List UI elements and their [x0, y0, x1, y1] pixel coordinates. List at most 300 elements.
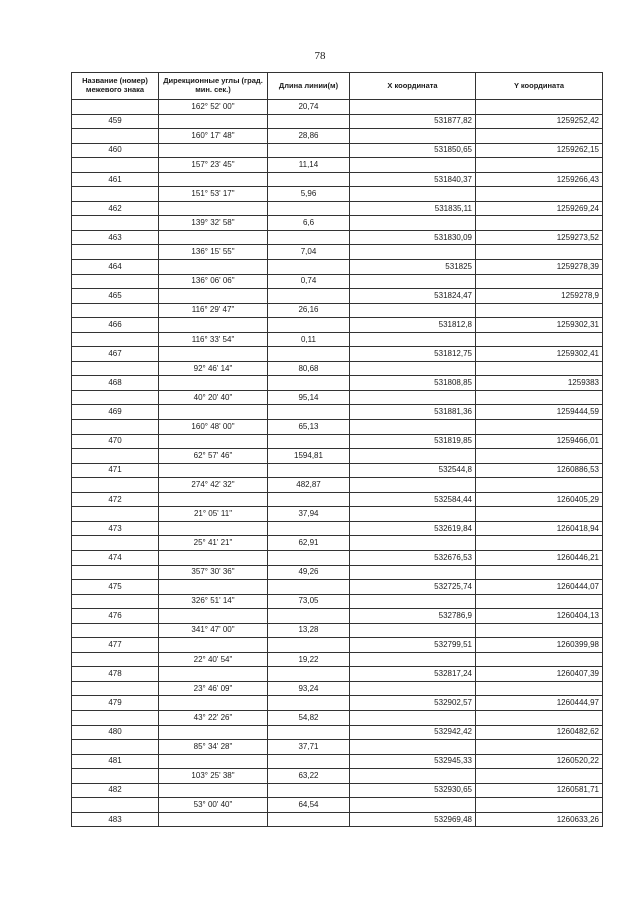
cell-bearing [159, 609, 268, 624]
cell-line-length [268, 172, 350, 187]
cell-line-length: 7,04 [268, 245, 350, 260]
cell-line-length: 54,82 [268, 710, 350, 725]
cell-marker-name: 480 [72, 725, 159, 740]
page-number: 78 [314, 50, 326, 62]
cell-y-coordinate: 1260444,97 [476, 696, 603, 711]
cell-x-coordinate: 531812,8 [350, 318, 476, 333]
cell-marker-name [72, 158, 159, 173]
table-row [72, 740, 603, 755]
cell-line-length: 19,22 [268, 652, 350, 667]
cell-y-coordinate [476, 332, 603, 347]
cell-marker-name [72, 274, 159, 289]
cell-bearing [159, 696, 268, 711]
cell-bearing [159, 376, 268, 391]
cell-marker-name [72, 420, 159, 435]
cell-marker-name [72, 710, 159, 725]
cell-y-coordinate [476, 536, 603, 551]
cell-bearing [159, 201, 268, 216]
cell-x-coordinate [350, 710, 476, 725]
cell-marker-name: 482 [72, 783, 159, 798]
cell-line-length [268, 405, 350, 420]
cell-line-length: 49,26 [268, 565, 350, 580]
cell-line-length: 37,71 [268, 740, 350, 755]
cell-y-coordinate: 1259383 [476, 376, 603, 391]
cell-line-length: 37,94 [268, 507, 350, 522]
cell-line-length [268, 347, 350, 362]
cell-bearing: 136° 06' 06" [159, 274, 268, 289]
cell-marker-name [72, 390, 159, 405]
cell-marker-name: 466 [72, 318, 159, 333]
cell-x-coordinate: 531824,47 [350, 289, 476, 304]
cell-y-coordinate: 1259466,01 [476, 434, 603, 449]
cell-marker-name: 481 [72, 754, 159, 769]
table-row [72, 536, 603, 551]
cell-bearing [159, 434, 268, 449]
table-row [72, 565, 603, 580]
cell-x-coordinate [350, 361, 476, 376]
cell-x-coordinate: 532544,8 [350, 463, 476, 478]
cell-marker-name: 475 [72, 580, 159, 595]
cell-bearing: 43° 22' 26" [159, 710, 268, 725]
cell-x-coordinate: 531835,11 [350, 201, 476, 216]
cell-marker-name: 461 [72, 172, 159, 187]
cell-bearing [159, 667, 268, 682]
cell-bearing [159, 725, 268, 740]
cell-bearing: 160° 48' 00" [159, 420, 268, 435]
cell-line-length: 64,54 [268, 798, 350, 813]
table-row [72, 681, 603, 696]
header-bearing: Дирекционные углы (град. мин. сек.) [159, 73, 268, 100]
cell-line-length: 482,87 [268, 478, 350, 493]
cell-bearing: 21° 05' 11" [159, 507, 268, 522]
cell-x-coordinate: 532619,84 [350, 521, 476, 536]
cell-y-coordinate [476, 100, 603, 115]
cell-marker-name [72, 361, 159, 376]
table-row [72, 100, 603, 115]
cell-line-length [268, 230, 350, 245]
cell-bearing [159, 230, 268, 245]
cell-bearing: 151° 53' 17" [159, 187, 268, 202]
cell-y-coordinate [476, 216, 603, 231]
cell-y-coordinate [476, 769, 603, 784]
table-row [72, 187, 603, 202]
cell-bearing [159, 318, 268, 333]
cell-bearing [159, 492, 268, 507]
cell-marker-name [72, 769, 159, 784]
cell-x-coordinate [350, 216, 476, 231]
cell-marker-name [72, 507, 159, 522]
cell-marker-name: 468 [72, 376, 159, 391]
cell-line-length: 20,74 [268, 100, 350, 115]
cell-bearing [159, 580, 268, 595]
cell-y-coordinate [476, 710, 603, 725]
cell-marker-name: 476 [72, 609, 159, 624]
cell-x-coordinate: 531812,75 [350, 347, 476, 362]
cell-y-coordinate [476, 594, 603, 609]
cell-line-length [268, 783, 350, 798]
cell-marker-name [72, 681, 159, 696]
table-row [72, 129, 603, 144]
cell-bearing [159, 143, 268, 158]
cell-y-coordinate: 1259278,9 [476, 289, 603, 304]
cell-marker-name: 467 [72, 347, 159, 362]
cell-x-coordinate: 531830,09 [350, 230, 476, 245]
cell-y-coordinate [476, 390, 603, 405]
cell-bearing: 62° 57' 46" [159, 449, 268, 464]
cell-marker-name [72, 449, 159, 464]
cell-bearing: 139° 32' 58" [159, 216, 268, 231]
cell-x-coordinate: 531840,37 [350, 172, 476, 187]
table-row [72, 507, 603, 522]
cell-line-length: 0,74 [268, 274, 350, 289]
cell-marker-name: 478 [72, 667, 159, 682]
cell-y-coordinate [476, 449, 603, 464]
table-row [72, 143, 603, 158]
cell-bearing [159, 463, 268, 478]
cell-marker-name [72, 594, 159, 609]
table-row [72, 303, 603, 318]
cell-x-coordinate [350, 507, 476, 522]
cell-bearing [159, 638, 268, 653]
table-row [72, 609, 603, 624]
cell-y-coordinate [476, 361, 603, 376]
cell-x-coordinate: 532676,53 [350, 550, 476, 565]
cell-x-coordinate [350, 565, 476, 580]
cell-x-coordinate [350, 536, 476, 551]
cell-bearing: 341° 47' 00" [159, 623, 268, 638]
cell-y-coordinate [476, 565, 603, 580]
cell-bearing: 85° 34' 28" [159, 740, 268, 755]
table-row [72, 172, 603, 187]
cell-bearing [159, 289, 268, 304]
cell-marker-name: 465 [72, 289, 159, 304]
cell-y-coordinate: 1259302,41 [476, 347, 603, 362]
cell-bearing: 40° 20' 40" [159, 390, 268, 405]
cell-marker-name: 463 [72, 230, 159, 245]
cell-marker-name [72, 187, 159, 202]
cell-x-coordinate: 532945,33 [350, 754, 476, 769]
cell-marker-name [72, 245, 159, 260]
cell-y-coordinate: 1260581,71 [476, 783, 603, 798]
cell-y-coordinate: 1259278,39 [476, 260, 603, 275]
cell-y-coordinate: 1259444,59 [476, 405, 603, 420]
cell-x-coordinate: 531808,85 [350, 376, 476, 391]
cell-y-coordinate [476, 740, 603, 755]
cell-line-length [268, 667, 350, 682]
cell-y-coordinate: 1260407,39 [476, 667, 603, 682]
cell-marker-name [72, 536, 159, 551]
table-row [72, 434, 603, 449]
cell-y-coordinate: 1260399,98 [476, 638, 603, 653]
cell-marker-name [72, 565, 159, 580]
cell-x-coordinate [350, 478, 476, 493]
cell-bearing: 25° 41' 21" [159, 536, 268, 551]
cell-y-coordinate [476, 420, 603, 435]
cell-x-coordinate: 531819,85 [350, 434, 476, 449]
cell-x-coordinate: 531881,36 [350, 405, 476, 420]
table-row [72, 478, 603, 493]
cell-line-length [268, 492, 350, 507]
table-row [72, 201, 603, 216]
cell-bearing: 53° 00' 40" [159, 798, 268, 813]
cell-x-coordinate [350, 100, 476, 115]
cell-marker-name: 460 [72, 143, 159, 158]
cell-line-length [268, 812, 350, 827]
table-row [72, 798, 603, 813]
cell-x-coordinate [350, 449, 476, 464]
table-row [72, 405, 603, 420]
cell-marker-name [72, 478, 159, 493]
cell-x-coordinate [350, 769, 476, 784]
cell-x-coordinate: 531825 [350, 260, 476, 275]
cell-x-coordinate: 531877,82 [350, 114, 476, 129]
cell-line-length [268, 434, 350, 449]
cell-x-coordinate: 532799,51 [350, 638, 476, 653]
cell-line-length: 95,14 [268, 390, 350, 405]
cell-bearing [159, 754, 268, 769]
table-row [72, 638, 603, 653]
table-row [72, 550, 603, 565]
header-line-length: Длина линии(м) [268, 73, 350, 100]
cell-marker-name [72, 216, 159, 231]
table-body [72, 100, 603, 827]
cell-y-coordinate [476, 245, 603, 260]
table-row [72, 216, 603, 231]
table-row [72, 463, 603, 478]
cell-bearing: 136° 15' 55" [159, 245, 268, 260]
cell-line-length [268, 260, 350, 275]
cell-marker-name: 470 [72, 434, 159, 449]
cell-bearing [159, 783, 268, 798]
cell-bearing [159, 260, 268, 275]
cell-y-coordinate: 1259252,42 [476, 114, 603, 129]
table-row [72, 725, 603, 740]
cell-bearing: 357° 30' 36" [159, 565, 268, 580]
cell-marker-name: 462 [72, 201, 159, 216]
cell-y-coordinate: 1259273,52 [476, 230, 603, 245]
cell-y-coordinate [476, 798, 603, 813]
cell-line-length [268, 201, 350, 216]
cell-line-length [268, 289, 350, 304]
table-header-row [72, 73, 603, 100]
cell-x-coordinate: 532584,44 [350, 492, 476, 507]
cell-line-length: 13,28 [268, 623, 350, 638]
header-y-coordinate: Y координата [476, 73, 603, 100]
cell-line-length: 28,86 [268, 129, 350, 144]
cell-x-coordinate: 532930,65 [350, 783, 476, 798]
cell-marker-name: 472 [72, 492, 159, 507]
table-row [72, 245, 603, 260]
cell-marker-name: 477 [72, 638, 159, 653]
table-row [72, 376, 603, 391]
cell-x-coordinate [350, 129, 476, 144]
cell-x-coordinate [350, 740, 476, 755]
header-x-coordinate: X координата [350, 73, 476, 100]
cell-bearing [159, 347, 268, 362]
table-row [72, 769, 603, 784]
cell-x-coordinate: 532902,57 [350, 696, 476, 711]
cell-line-length [268, 725, 350, 740]
table-row [72, 347, 603, 362]
cell-x-coordinate [350, 245, 476, 260]
cell-marker-name [72, 129, 159, 144]
boundary-coordinates-table [71, 72, 603, 827]
cell-line-length [268, 550, 350, 565]
table-row [72, 361, 603, 376]
table-row [72, 274, 603, 289]
cell-bearing: 116° 29' 47" [159, 303, 268, 318]
cell-x-coordinate [350, 274, 476, 289]
cell-bearing [159, 812, 268, 827]
cell-line-length [268, 609, 350, 624]
table-row [72, 667, 603, 682]
cell-line-length [268, 463, 350, 478]
cell-line-length: 0,11 [268, 332, 350, 347]
table-row [72, 449, 603, 464]
cell-y-coordinate: 1260633,26 [476, 812, 603, 827]
cell-line-length [268, 114, 350, 129]
cell-marker-name: 471 [72, 463, 159, 478]
cell-y-coordinate [476, 681, 603, 696]
cell-line-length [268, 580, 350, 595]
cell-y-coordinate: 1259269,24 [476, 201, 603, 216]
cell-bearing: 116° 33' 54" [159, 332, 268, 347]
cell-y-coordinate [476, 187, 603, 202]
cell-x-coordinate: 531850,65 [350, 143, 476, 158]
cell-line-length [268, 696, 350, 711]
cell-line-length: 80,68 [268, 361, 350, 376]
table-row [72, 594, 603, 609]
cell-x-coordinate: 532942,42 [350, 725, 476, 740]
cell-line-length: 65,13 [268, 420, 350, 435]
cell-x-coordinate [350, 681, 476, 696]
cell-bearing: 157° 23' 45" [159, 158, 268, 173]
table-row [72, 420, 603, 435]
cell-x-coordinate [350, 390, 476, 405]
table-row [72, 260, 603, 275]
table-row [72, 580, 603, 595]
table-row [72, 652, 603, 667]
table-row [72, 783, 603, 798]
cell-bearing: 22° 40' 54" [159, 652, 268, 667]
cell-line-length: 63,22 [268, 769, 350, 784]
cell-line-length: 73,05 [268, 594, 350, 609]
cell-x-coordinate [350, 303, 476, 318]
table-row [72, 710, 603, 725]
table-row [72, 390, 603, 405]
cell-marker-name [72, 332, 159, 347]
cell-line-length: 1594,81 [268, 449, 350, 464]
cell-x-coordinate [350, 420, 476, 435]
cell-y-coordinate: 1260404,13 [476, 609, 603, 624]
cell-line-length [268, 376, 350, 391]
cell-y-coordinate [476, 507, 603, 522]
cell-y-coordinate: 1260446,21 [476, 550, 603, 565]
cell-bearing [159, 114, 268, 129]
table-row [72, 623, 603, 638]
cell-line-length [268, 143, 350, 158]
cell-x-coordinate [350, 798, 476, 813]
cell-y-coordinate [476, 158, 603, 173]
cell-bearing [159, 550, 268, 565]
cell-line-length [268, 521, 350, 536]
cell-marker-name: 479 [72, 696, 159, 711]
table-row [72, 492, 603, 507]
cell-bearing: 23° 46' 09" [159, 681, 268, 696]
table-row [72, 158, 603, 173]
cell-marker-name [72, 623, 159, 638]
cell-x-coordinate [350, 332, 476, 347]
cell-bearing: 274° 42' 32" [159, 478, 268, 493]
cell-y-coordinate: 1260444,07 [476, 580, 603, 595]
cell-line-length: 11,14 [268, 158, 350, 173]
header-marker-name: Название (номер) межевого знака [72, 73, 159, 100]
cell-y-coordinate [476, 478, 603, 493]
cell-x-coordinate [350, 594, 476, 609]
cell-line-length: 5,96 [268, 187, 350, 202]
cell-x-coordinate: 532817,24 [350, 667, 476, 682]
cell-y-coordinate [476, 129, 603, 144]
cell-bearing [159, 521, 268, 536]
table-row [72, 521, 603, 536]
cell-marker-name: 474 [72, 550, 159, 565]
cell-line-length: 62,91 [268, 536, 350, 551]
cell-y-coordinate [476, 652, 603, 667]
table-row [72, 812, 603, 827]
cell-marker-name: 473 [72, 521, 159, 536]
cell-bearing [159, 405, 268, 420]
cell-marker-name [72, 652, 159, 667]
cell-y-coordinate: 1259266,43 [476, 172, 603, 187]
cell-y-coordinate: 1260482,62 [476, 725, 603, 740]
cell-bearing [159, 172, 268, 187]
cell-marker-name [72, 798, 159, 813]
cell-x-coordinate: 532786,9 [350, 609, 476, 624]
table-row [72, 114, 603, 129]
cell-bearing: 160° 17' 48" [159, 129, 268, 144]
cell-marker-name [72, 303, 159, 318]
cell-y-coordinate: 1260418,94 [476, 521, 603, 536]
cell-y-coordinate [476, 274, 603, 289]
cell-bearing: 92° 46' 14" [159, 361, 268, 376]
cell-x-coordinate: 532969,48 [350, 812, 476, 827]
cell-marker-name: 459 [72, 114, 159, 129]
cell-line-length [268, 754, 350, 769]
cell-line-length: 26,16 [268, 303, 350, 318]
cell-y-coordinate: 1260520,22 [476, 754, 603, 769]
cell-y-coordinate: 1259302,31 [476, 318, 603, 333]
table-row [72, 289, 603, 304]
cell-x-coordinate [350, 623, 476, 638]
cell-y-coordinate: 1259262,15 [476, 143, 603, 158]
table-row [72, 332, 603, 347]
cell-x-coordinate [350, 158, 476, 173]
cell-x-coordinate: 532725,74 [350, 580, 476, 595]
cell-y-coordinate: 1260405,29 [476, 492, 603, 507]
table-row [72, 696, 603, 711]
cell-marker-name [72, 740, 159, 755]
cell-x-coordinate [350, 187, 476, 202]
cell-bearing: 326° 51' 14" [159, 594, 268, 609]
cell-y-coordinate: 1260886,53 [476, 463, 603, 478]
cell-line-length: 93,24 [268, 681, 350, 696]
cell-marker-name: 483 [72, 812, 159, 827]
cell-line-length [268, 638, 350, 653]
table-row [72, 754, 603, 769]
table-row [72, 318, 603, 333]
cell-bearing: 103° 25' 38" [159, 769, 268, 784]
cell-marker-name: 464 [72, 260, 159, 275]
